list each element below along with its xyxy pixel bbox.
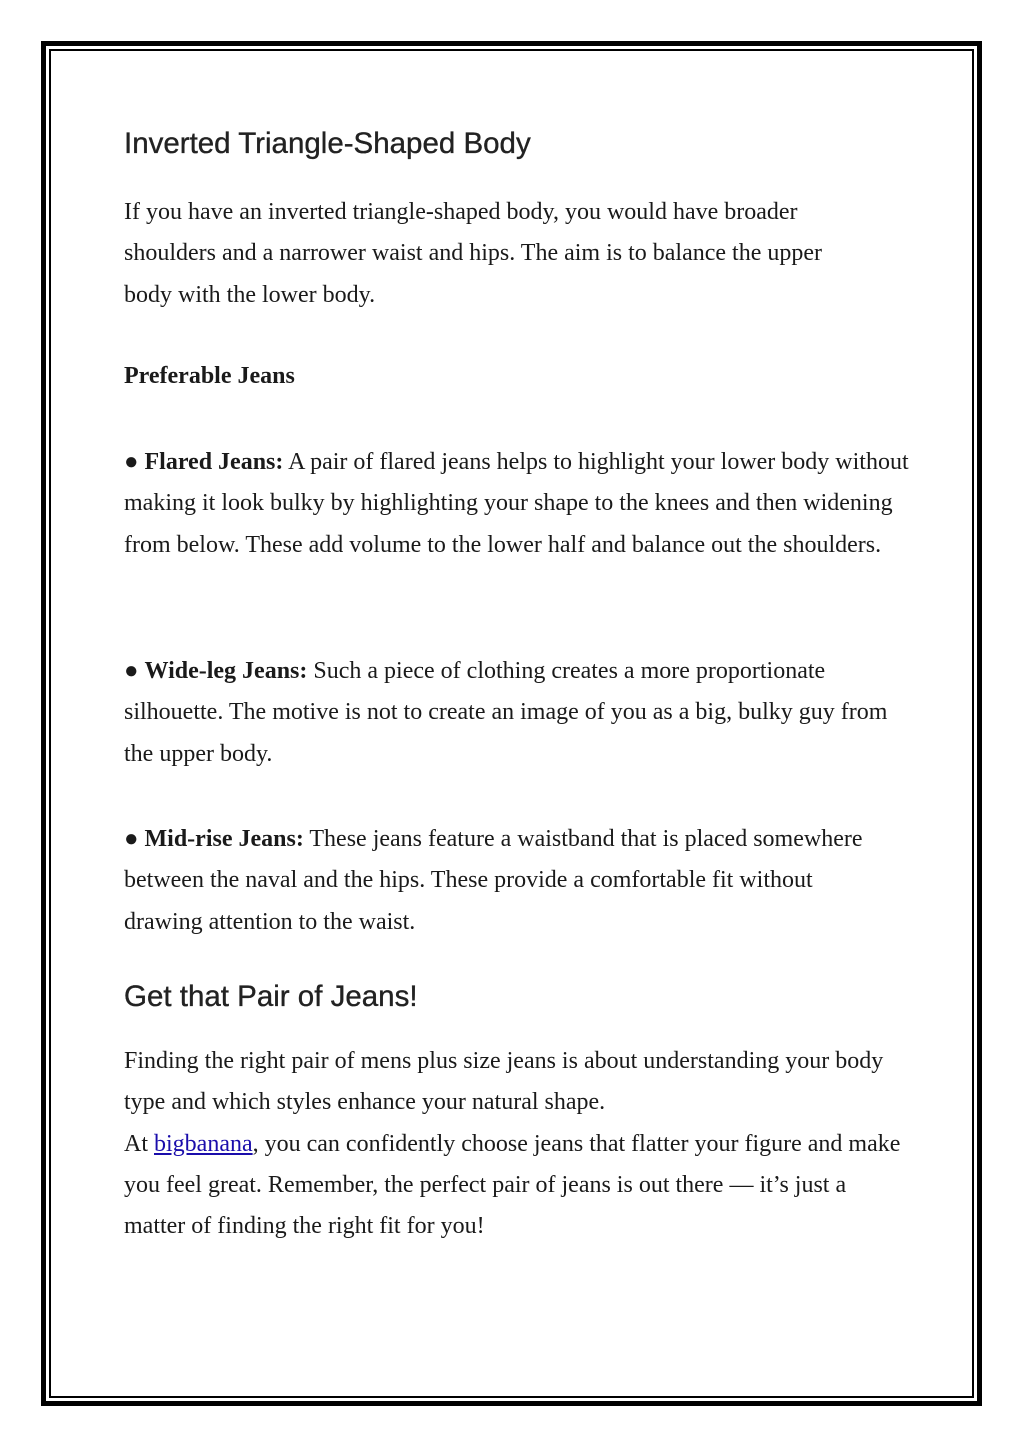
preferable-jeans-subheading: Preferable Jeans — [124, 363, 295, 389]
list-item-mid-rise-jeans — [124, 819, 894, 943]
closing-text-2: , you can confidently choose jeans that flatter your figure and make you feel great. Remember, the perfect pair of jeans is out there — it’s just a matter of finding the right fit for you! — [124, 1130, 901, 1240]
closing-paragraph — [124, 1041, 909, 1247]
item-term: Flared Jeans: — [144, 449, 284, 475]
bigbanana-link[interactable]: bigbanana — [154, 1130, 253, 1157]
intro-text: If you have an inverted triangle-shaped body, you would have broader shoulders and a narrower waist and hips. The aim is to balance the upper body with the lower body. — [124, 199, 823, 308]
section-heading-get-jeans: Get that Pair of Jeans! — [124, 980, 418, 1013]
item-text: Such a piece of clothing creates a more proportionate silhouette. The motive is not to create an image of you as a big, bulky guy from the upper body. — [124, 658, 888, 767]
section-heading-inverted-triangle: Inverted Triangle-Shaped Body — [124, 127, 531, 160]
item-term: Mid-rise Jeans: — [144, 826, 304, 852]
list-item-flared-jeans — [124, 442, 909, 566]
intro-paragraph — [124, 192, 844, 316]
list-item-wide-leg-jeans — [124, 651, 909, 775]
closing-text-at: At — [124, 1130, 148, 1157]
item-text: A pair of flared jeans helps to highlight your lower body without making it look bulky by highlighting your shape to the knees and then widening from below. These add volume to the lower half and balance out the shoulders. — [124, 449, 909, 558]
item-term: Wide-leg Jeans: — [144, 658, 308, 684]
item-text: These jeans feature a waistband that is placed somewhere between the naval and the hips. These provide a comfortable fit without drawing attention to the waist. — [124, 826, 863, 935]
bullet-icon: ● — [124, 826, 139, 852]
bullet-icon: ● — [124, 449, 139, 475]
closing-text-1: Finding the right pair of mens plus size jeans is about understanding your body type and which styles enhance your natural shape. — [124, 1048, 884, 1116]
bullet-icon: ● — [124, 658, 139, 684]
